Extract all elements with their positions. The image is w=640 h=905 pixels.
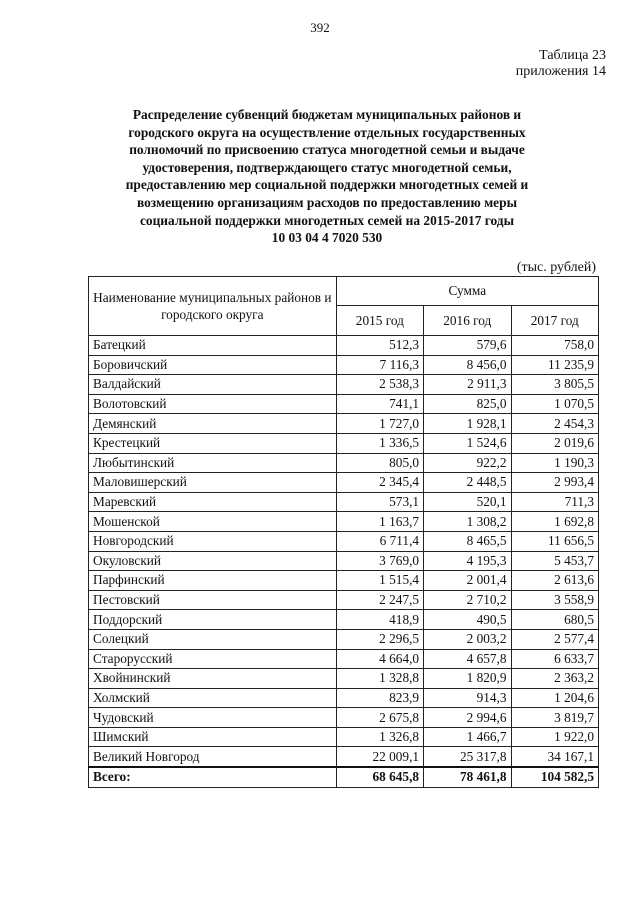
total-value-2017: 104 582,5: [511, 767, 598, 787]
table-row: [89, 355, 599, 375]
district-name: Любытинский: [89, 453, 337, 473]
subventions-table: [88, 276, 599, 788]
table-reference: [516, 48, 606, 80]
value-2016: 520,1: [424, 492, 511, 512]
district-name: Мошенской: [89, 512, 337, 532]
value-2016: 2 710,2: [424, 590, 511, 610]
value-2015: 1 328,8: [336, 669, 423, 689]
header-year-2016: 2016 год: [424, 306, 511, 336]
value-2017: 3 805,5: [511, 375, 598, 395]
units-label: (тыс. рублей): [516, 260, 596, 275]
district-name: Солецкий: [89, 629, 337, 649]
district-name: Чудовский: [89, 708, 337, 728]
value-2017: 6 633,7: [511, 649, 598, 669]
district-name: Маловишерский: [89, 473, 337, 493]
table-row: [89, 531, 599, 551]
district-name: Новгородский: [89, 531, 337, 551]
value-2016: 1 308,2: [424, 512, 511, 532]
value-2016: 922,2: [424, 453, 511, 473]
table-number: Таблица 23: [539, 48, 606, 63]
value-2016: 579,6: [424, 336, 511, 356]
total-value-2015: 68 645,8: [336, 767, 423, 787]
value-2015: 2 296,5: [336, 629, 423, 649]
table-row: [89, 551, 599, 571]
value-2016: 2 001,4: [424, 571, 511, 591]
header-name: Наименование муниципальных районов и городского округа: [89, 277, 337, 336]
value-2015: 2 345,4: [336, 473, 423, 493]
value-2016: 490,5: [424, 610, 511, 630]
value-2017: 1 190,3: [511, 453, 598, 473]
budget-code: 10 03 04 4 7020 530: [271, 230, 383, 246]
district-name: Крестецкий: [89, 433, 337, 453]
value-2015: 22 009,1: [336, 747, 423, 767]
value-2017: 1 070,5: [511, 394, 598, 414]
value-2015: 1 326,8: [336, 727, 423, 747]
table-row: [89, 512, 599, 532]
table-row: [89, 473, 599, 493]
page-number: 392: [310, 20, 330, 35]
value-2017: 2 613,6: [511, 571, 598, 591]
value-2016: 825,0: [424, 394, 511, 414]
table-row: [89, 708, 599, 728]
value-2017: 1 204,6: [511, 688, 598, 708]
district-name: Батецкий: [89, 336, 337, 356]
district-name: Великий Новгород: [89, 747, 337, 767]
header-sum: Сумма: [336, 277, 598, 306]
table-row: [89, 571, 599, 591]
value-2016: 8 465,5: [424, 531, 511, 551]
district-name: Холмский: [89, 688, 337, 708]
header-year-2015: 2015 год: [336, 306, 423, 336]
district-name: Поддорский: [89, 610, 337, 630]
district-name: Окуловский: [89, 551, 337, 571]
value-2016: 2 448,5: [424, 473, 511, 493]
value-2017: 11 235,9: [511, 355, 598, 375]
value-2017: 680,5: [511, 610, 598, 630]
appendix-number: приложения 14: [515, 64, 606, 79]
table-row: [89, 649, 599, 669]
table-row: [89, 610, 599, 630]
value-2017: 711,3: [511, 492, 598, 512]
value-2017: 1 922,0: [511, 727, 598, 747]
district-name: Волотовский: [89, 394, 337, 414]
value-2016: 2 003,2: [424, 629, 511, 649]
value-2016: 2 994,6: [424, 708, 511, 728]
value-2017: 34 167,1: [511, 747, 598, 767]
district-name: Валдайский: [89, 375, 337, 395]
district-name: Шимский: [89, 727, 337, 747]
total-value-2016: 78 461,8: [424, 767, 511, 787]
value-2015: 1 163,7: [336, 512, 423, 532]
table-row: [89, 336, 599, 356]
value-2015: 2 247,5: [336, 590, 423, 610]
value-2017: 2 993,4: [511, 473, 598, 493]
value-2016: 8 456,0: [424, 355, 511, 375]
value-2015: 1 336,5: [336, 433, 423, 453]
table-row: [89, 669, 599, 689]
district-name: Старорусский: [89, 649, 337, 669]
value-2015: 418,9: [336, 610, 423, 630]
value-2015: 4 664,0: [336, 649, 423, 669]
value-2015: 823,9: [336, 688, 423, 708]
value-2017: 11 656,5: [511, 531, 598, 551]
value-2016: 1 524,6: [424, 433, 511, 453]
title-text: Распределение субвенций бюджетам муниципальных районов и городского округа на осуществление отдельных государственных полномочий по присвоению статуса многодетной семьи и выдаче удостоверения, подтверждающего статус многодетной семьи, предоставлению мер социальной поддержки многодетных семей и возмещению организациям расходов по предоставлению меры социальной поддержки многодетных семей на 2015-2017 годы: [125, 107, 529, 228]
value-2015: 2 538,3: [336, 375, 423, 395]
value-2015: 573,1: [336, 492, 423, 512]
value-2017: 3 558,9: [511, 590, 598, 610]
district-name: Парфинский: [89, 571, 337, 591]
value-2017: 2 577,4: [511, 629, 598, 649]
header-year-2017: 2017 год: [511, 306, 598, 336]
table-row: [89, 747, 599, 767]
value-2016: 2 911,3: [424, 375, 511, 395]
value-2016: 25 317,8: [424, 747, 511, 767]
total-label: Всего:: [89, 767, 337, 787]
value-2015: 3 769,0: [336, 551, 423, 571]
table-row: [89, 433, 599, 453]
value-2016: 1 466,7: [424, 727, 511, 747]
value-2017: 758,0: [511, 336, 598, 356]
table-row: [89, 727, 599, 747]
value-2015: 741,1: [336, 394, 423, 414]
district-name: Маревский: [89, 492, 337, 512]
table-row: [89, 453, 599, 473]
table-row: [89, 375, 599, 395]
value-2017: 2 363,2: [511, 669, 598, 689]
value-2015: 2 675,8: [336, 708, 423, 728]
value-2015: 805,0: [336, 453, 423, 473]
value-2015: 7 116,3: [336, 355, 423, 375]
value-2017: 1 692,8: [511, 512, 598, 532]
value-2015: 512,3: [336, 336, 423, 356]
total-row: [89, 767, 599, 787]
value-2016: 4 657,8: [424, 649, 511, 669]
table-row: [89, 414, 599, 434]
value-2015: 6 711,4: [336, 531, 423, 551]
value-2017: 5 453,7: [511, 551, 598, 571]
table-body: [89, 336, 599, 788]
table-row: [89, 629, 599, 649]
table-row: [89, 492, 599, 512]
value-2015: 1 515,4: [336, 571, 423, 591]
value-2016: 1 928,1: [424, 414, 511, 434]
value-2016: 4 195,3: [424, 551, 511, 571]
value-2016: 1 820,9: [424, 669, 511, 689]
table-row: [89, 688, 599, 708]
district-name: Хвойнинский: [89, 669, 337, 689]
value-2017: 2 019,6: [511, 433, 598, 453]
table-row: [89, 394, 599, 414]
value-2017: 2 454,3: [511, 414, 598, 434]
district-name: Пестовский: [89, 590, 337, 610]
value-2015: 1 727,0: [336, 414, 423, 434]
value-2016: 914,3: [424, 688, 511, 708]
district-name: Демянский: [89, 414, 337, 434]
value-2017: 3 819,7: [511, 708, 598, 728]
table-row: [89, 590, 599, 610]
district-name: Боровичский: [89, 355, 337, 375]
document-title: [100, 106, 554, 247]
